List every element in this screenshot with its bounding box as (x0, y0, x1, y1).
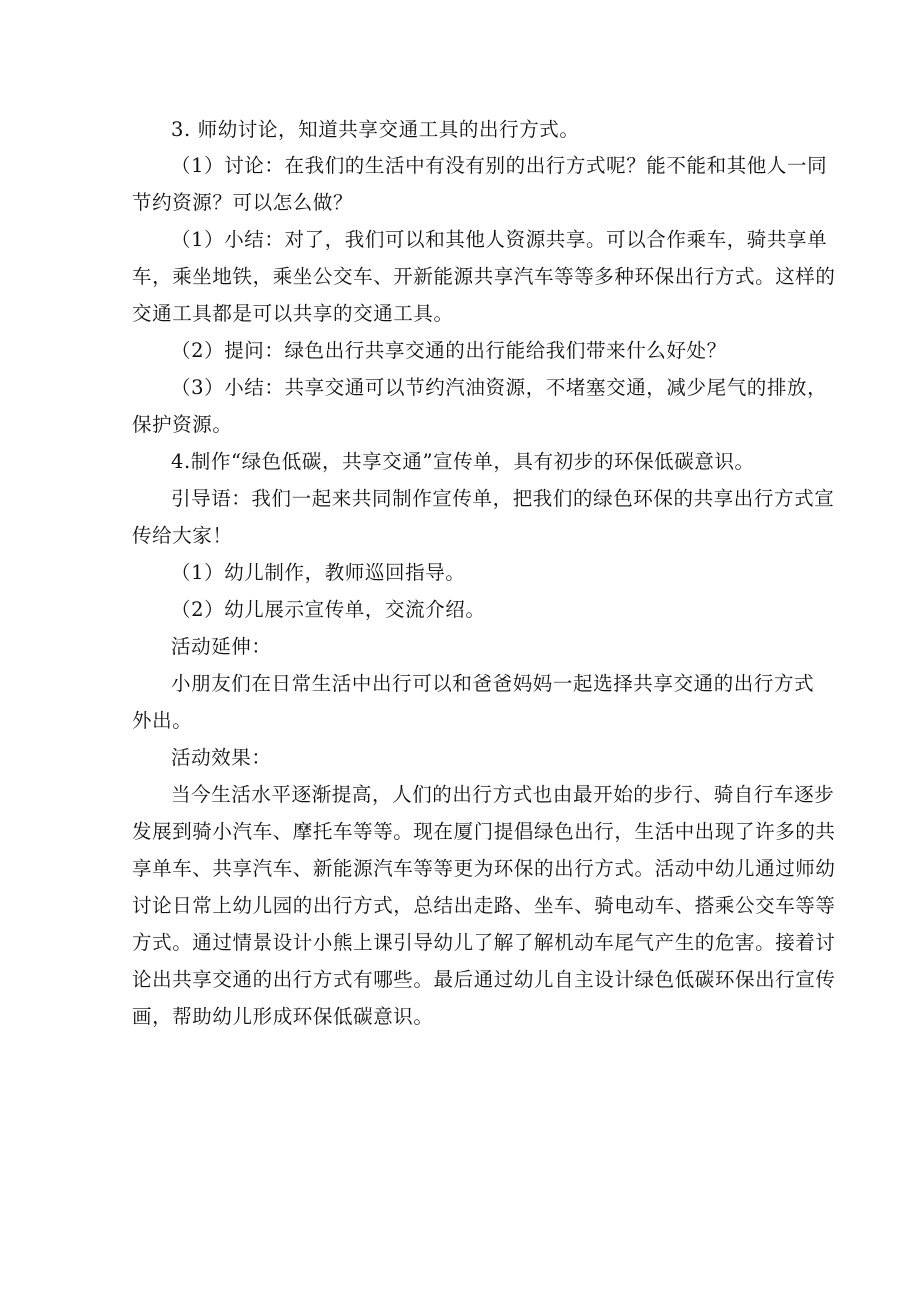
paragraph-line: 外出。 (132, 709, 193, 732)
paragraph-line: （2）提问：绿色出行共享交通的出行能给我们带来什么好处？ (171, 339, 727, 362)
paragraph-line: 画，帮助幼儿形成环保低碳意识。 (132, 1005, 434, 1028)
paragraph-line: 活动效果： (171, 746, 272, 769)
paragraph-line: 传给大家！ (132, 524, 233, 547)
paragraph-line: 活动延伸： (171, 635, 272, 658)
paragraph-line: 当今生活水平逐渐提高，人们的出行方式也由最开始的步行、骑自行车逐步 (171, 783, 835, 806)
paragraph-line: 3. 师幼讨论，知道共享交通工具的出行方式。 (171, 118, 580, 141)
paragraph-line: 车，乘坐地铁，乘坐公交车、开新能源共享汽车等等多种环保出行方式。这样的 (132, 265, 836, 288)
paragraph-line: 方式。通过情景设计小熊上课引导幼儿了解了解机动车尾气产生的危害。接着讨 (132, 931, 836, 954)
paragraph-line: （1）幼儿制作，教师巡回指导。 (171, 561, 466, 584)
paragraph-line: 讨论日常上幼儿园的出行方式，总结出走路、坐车、骑电动车、搭乘公交车等等 (132, 894, 836, 917)
paragraph-line: （1）讨论：在我们的生活中有没有别的出行方式呢？能不能和其他人一同 (171, 154, 828, 177)
paragraph-line: 保护资源。 (132, 413, 233, 436)
paragraph-line: 享单车、共享汽车、新能源汽车等等更为环保的出行方式。活动中幼儿通过师幼 (132, 857, 836, 880)
paragraph-line: （1）小结：对了，我们可以和其他人资源共享。可以合作乘车，骑共享单 (171, 228, 828, 251)
paragraph-line: （3）小结：共享交通可以节约汽油资源，不堵塞交通，减少尾气的排放， (171, 376, 828, 399)
paragraph-line: 小朋友们在日常生活中出行可以和爸爸妈妈一起选择共享交通的出行方式 (171, 672, 815, 695)
paragraph-line: 交通工具都是可以共享的交通工具。 (132, 302, 454, 325)
paragraph-line: 引导语：我们一起来共同制作宣传单，把我们的绿色环保的共享出行方式宣 (171, 487, 835, 510)
paragraph-line: 4.制作“绿色低碳，共享交通”宣传单，具有初步的环保低碳意识。 (171, 450, 755, 473)
paragraph-line: 节约资源？可以怎么做？ (132, 191, 354, 214)
paragraph-line: 论出共享交通的出行方式有哪些。最后通过幼儿自主设计绿色低碳环保出行宣传 (132, 968, 836, 991)
paragraph-line: （2）幼儿展示宣传单，交流介绍。 (171, 598, 486, 621)
paragraph-line: 发展到骑小汽车、摩托车等等。现在厦门提倡绿色出行，生活中出现了许多的共 (132, 820, 836, 843)
